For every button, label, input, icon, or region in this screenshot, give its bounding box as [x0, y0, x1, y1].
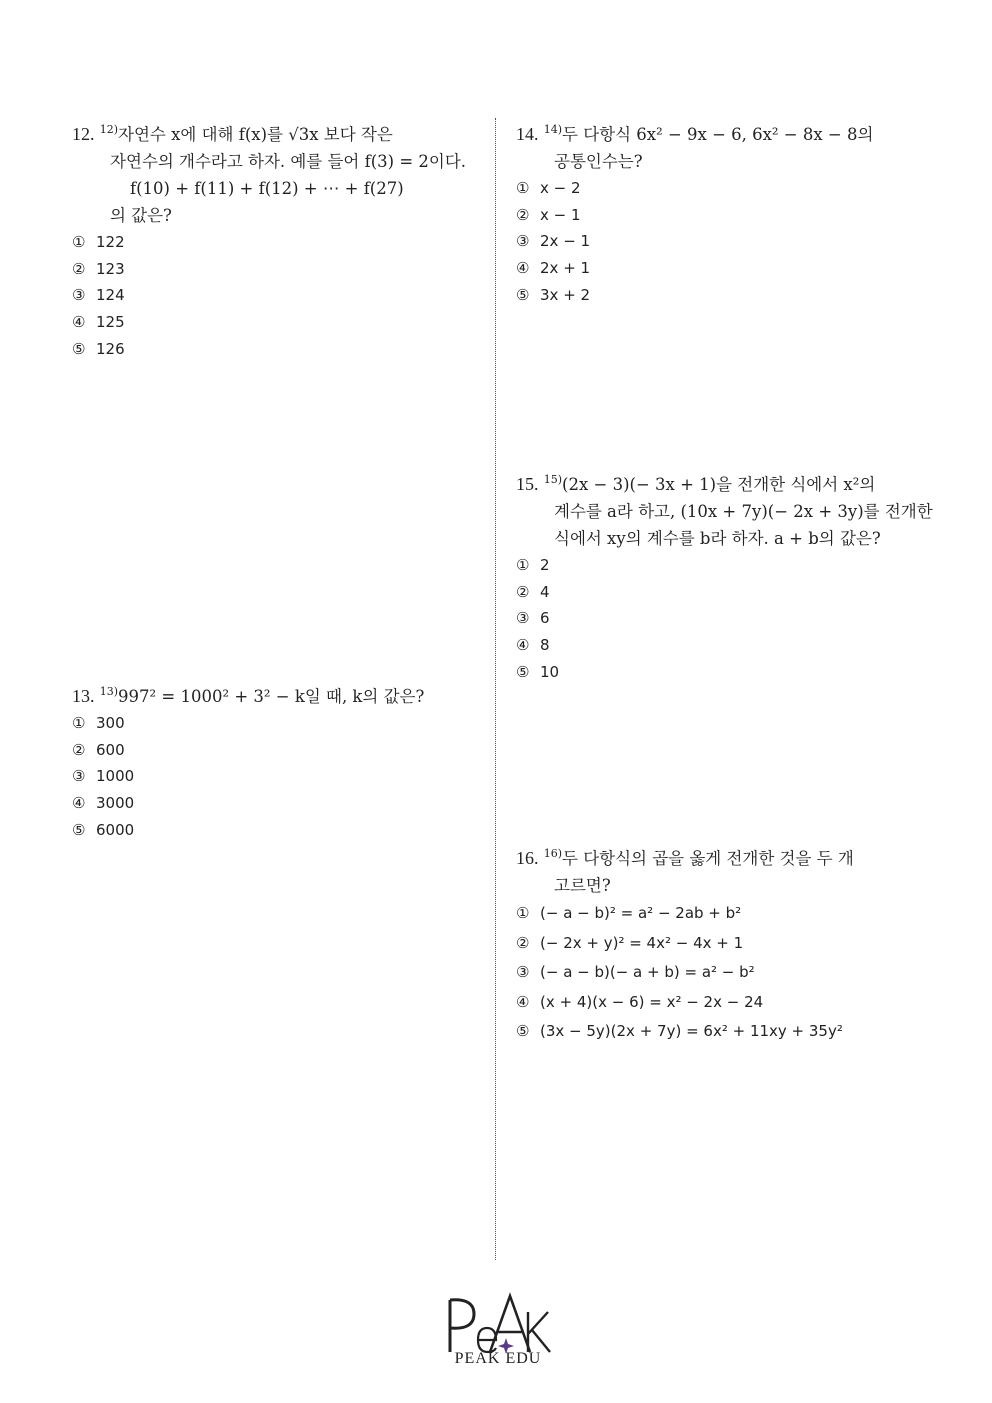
question-14-stem	[516, 116, 936, 148]
question-13	[72, 678, 482, 844]
choice-list	[516, 552, 956, 686]
choice-list	[516, 175, 936, 309]
choice-2[interactable]: ② 123	[72, 259, 125, 278]
question-text-line: 공통인수는?	[554, 152, 643, 171]
choice-5[interactable]: ⑤ 10	[516, 662, 560, 681]
question-16-stem	[516, 840, 956, 872]
choice-1[interactable]: ① (− a − b)² = a² − 2ab + b²	[516, 904, 742, 922]
question-15-stem	[516, 466, 956, 498]
question-ref: 14)	[543, 123, 563, 136]
choice-5[interactable]: ⑤ 6000	[72, 820, 135, 839]
question-ref: 13)	[99, 685, 119, 698]
choice-1[interactable]: ① x − 2	[516, 179, 581, 197]
choice-5[interactable]: ⑤ (3x − 5y)(2x + 7y) = 6x² + 11xy + 35y²	[516, 1022, 843, 1040]
choice-3[interactable]: ③ (− a − b)(− a + b) = a² − b²	[516, 963, 755, 981]
question-text-line: 자연수의 개수라고 하자. 예를 들어 f(3) = 2이다.	[110, 152, 467, 171]
question-15	[516, 466, 956, 686]
question-text-line: (2x − 3)(− 3x + 1)을 전개한 식에서 x²의	[562, 475, 876, 494]
choice-1[interactable]: ① 122	[72, 233, 125, 251]
question-text-line: 두 다항식 6x² − 9x − 6, 6x² − 8x − 8의	[562, 125, 874, 144]
choice-4[interactable]: ④ (x + 4)(x − 6) = x² − 2x − 24	[516, 992, 764, 1011]
choice-4[interactable]: ④ 125	[72, 313, 125, 332]
question-text-line: 두 다항식의 곱을 옳게 전개한 것을 두 개	[562, 849, 854, 868]
choice-5[interactable]: ⑤ 3x + 2	[516, 285, 591, 304]
question-text-line: 자연수 x에 대해 f(x)를 √3x 보다 작은	[118, 125, 393, 144]
question-number: 12.	[72, 124, 95, 144]
question-12	[72, 116, 482, 363]
question-16	[516, 840, 956, 1047]
choice-list	[516, 899, 956, 1047]
column-divider	[495, 118, 496, 1260]
choice-1[interactable]: ① 2	[516, 556, 550, 574]
choice-4[interactable]: ④ 2x + 1	[516, 259, 591, 278]
choice-5[interactable]: ⑤ 126	[72, 339, 125, 358]
question-number: 15.	[516, 474, 539, 494]
question-12-stem	[72, 116, 482, 148]
question-text-line: 식에서 xy의 계수를 b라 하자. a + b의 값은?	[554, 529, 881, 548]
question-number: 14.	[516, 124, 539, 144]
question-number: 16.	[516, 848, 539, 868]
choice-4[interactable]: ④ 3000	[72, 794, 135, 813]
question-number: 13.	[72, 686, 95, 706]
question-text-line: 고르면?	[554, 876, 611, 895]
question-ref: 15)	[543, 473, 563, 486]
choice-3[interactable]: ③ 1000	[72, 767, 135, 786]
question-text-line: 의 값은?	[110, 206, 172, 225]
choice-1[interactable]: ① 300	[72, 714, 125, 732]
choice-3[interactable]: ③ 2x − 1	[516, 232, 591, 251]
brand-name: PEAK EDU	[454, 1350, 542, 1367]
question-13-stem	[72, 678, 482, 710]
choice-2[interactable]: ② x − 1	[516, 205, 581, 224]
choice-2[interactable]: ② 600	[72, 740, 125, 759]
choice-3[interactable]: ③ 124	[72, 286, 125, 305]
question-text-line: 997² = 1000² + 3² − k일 때, k의 값은?	[118, 687, 425, 706]
question-expression: f(10) + f(11) + f(12) + ⋯ + f(27)	[130, 179, 404, 198]
choice-2[interactable]: ② (− 2x + y)² = 4x² − 4x + 1	[516, 933, 744, 952]
question-ref: 12)	[99, 123, 119, 136]
question-ref: 16)	[543, 847, 563, 860]
question-text-line: 계수를 a라 하고, (10x + 7y)(− 2x + 3y)를 전개한	[554, 502, 933, 521]
choice-3[interactable]: ③ 6	[516, 609, 550, 628]
choice-list	[72, 710, 482, 844]
question-14	[516, 116, 936, 309]
choice-2[interactable]: ② 4	[516, 582, 550, 601]
choice-4[interactable]: ④ 8	[516, 636, 550, 655]
choice-list	[72, 229, 482, 363]
